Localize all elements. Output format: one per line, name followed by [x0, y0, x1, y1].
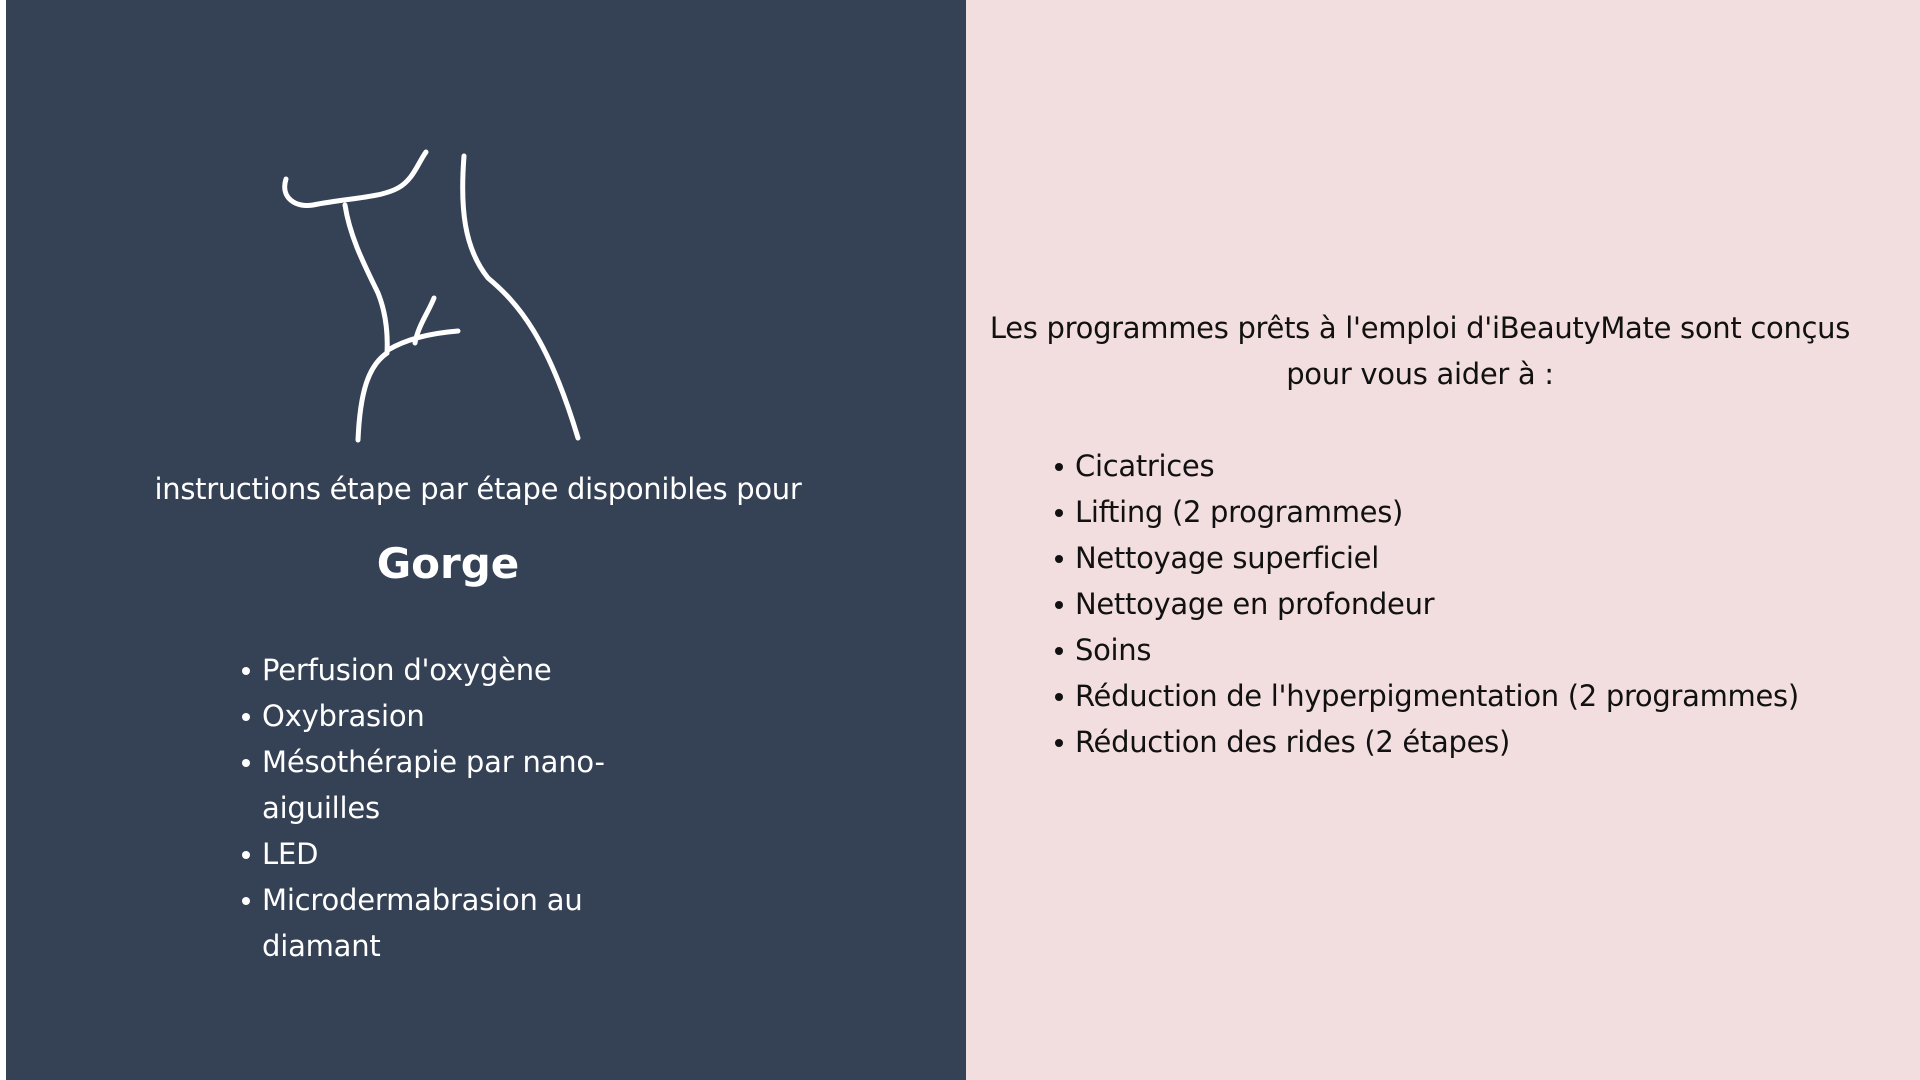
- treatment-item: Mésothérapie par nano-aiguilles: [262, 739, 682, 831]
- program-goals-list: [1075, 443, 1895, 765]
- program-goal-item: Nettoyage en profondeur: [1075, 581, 1895, 627]
- program-goal-item: Nettoyage superficiel: [1075, 535, 1895, 581]
- program-goal-item: Réduction des rides (2 étapes): [1075, 719, 1895, 765]
- treatment-item: Microdermabrasion au diamant: [262, 877, 682, 969]
- treatment-item: Perfusion d'oxygène: [262, 647, 682, 693]
- area-title: Gorge: [376, 539, 520, 588]
- programs-intro-text: Les programmes prêts à l'emploi d'iBeautyMate sont conçus pour vous aider à :: [989, 311, 1851, 391]
- program-goal-item: Lifting (2 programmes): [1075, 489, 1895, 535]
- program-goal-item: Cicatrices: [1075, 443, 1895, 489]
- treatment-list: [262, 647, 682, 969]
- treatment-item: LED: [262, 831, 682, 877]
- treatment-item: Oxybrasion: [262, 693, 682, 739]
- right-panel: [966, 0, 1920, 1080]
- neck-outline-icon: [268, 138, 638, 448]
- instructions-intro-text: instructions étape par étape disponibles pour: [154, 472, 802, 506]
- program-goal-item: Soins: [1075, 627, 1895, 673]
- program-goal-item: Réduction de l'hyperpigmentation (2 programmes): [1075, 673, 1895, 719]
- left-panel: [6, 0, 966, 1080]
